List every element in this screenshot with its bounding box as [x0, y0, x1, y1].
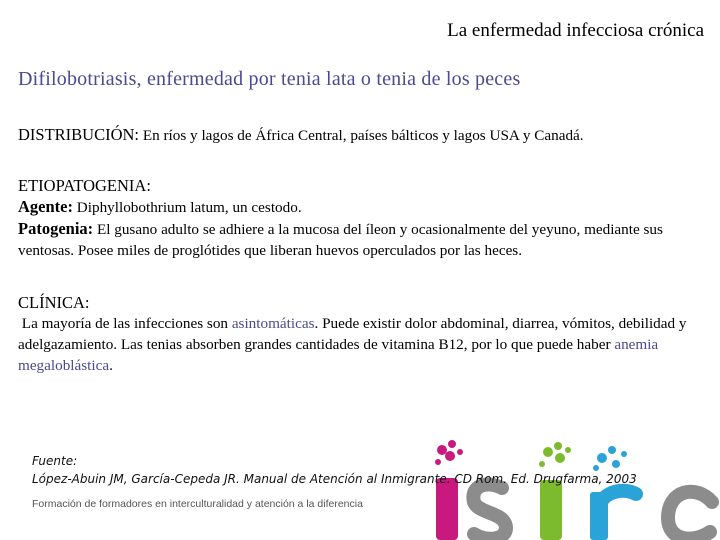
source-label: Fuente: — [32, 454, 78, 468]
clinica-section — [18, 292, 718, 376]
etiopatogenia-section — [18, 175, 718, 261]
agente-label: Agente: — [18, 197, 73, 216]
anemia-highlight: anemia megaloblástica — [18, 336, 659, 374]
distribucion-section — [18, 124, 584, 146]
distribucion-label: DISTRIBUCIÓN: — [18, 125, 140, 144]
clinica-label: CLÍNICA: — [18, 293, 90, 312]
distribucion-text: En ríos y lagos de África Central, países bálticos y lagos USA y Canadá. — [142, 127, 584, 144]
slide-subtitle: Difilobotriasis, enfermedad por tenia lata o tenia de los peces — [18, 68, 521, 90]
patogenia-line — [18, 218, 718, 261]
asintomaticas-highlight: asintomáticas — [231, 315, 315, 332]
agente-text: Diphyllobothrium latum, un cestodo. — [76, 199, 302, 216]
source-footer — [32, 452, 637, 488]
etiopatogenia-label: ETIOPATOGENIA: — [18, 176, 151, 195]
patogenia-text: El gusano adulto se adhiere a la mucosa del íleon y ocasionalmente del yeyuno, mediante sus ventosas. Posee miles de proglótides que liberan huevos operculados por las heces. — [18, 221, 663, 259]
clinica-text: La mayoría de las infecciones son asintomáticas. Puede existir dolor abdominal, diarrea, vómitos, debilidad y adelgazamiento. Las tenias absorben grandes cantidades de vitamina B12, por lo que puede haber anemia megaloblástica. — [18, 315, 687, 374]
slide-header: La enfermedad infecciosa crónica — [447, 20, 704, 41]
organization-tagline: Formación de formadores en interculturalidad y atención a la diferencia — [32, 498, 363, 510]
patogenia-label: Patogenia: — [18, 219, 94, 238]
source-citation: López-Abuin JM, García-Cepeda JR. Manual de Atención al Inmigrante. CD Rom. Ed. Drugfarma, 2003 — [32, 472, 637, 486]
agente-line — [18, 196, 718, 218]
